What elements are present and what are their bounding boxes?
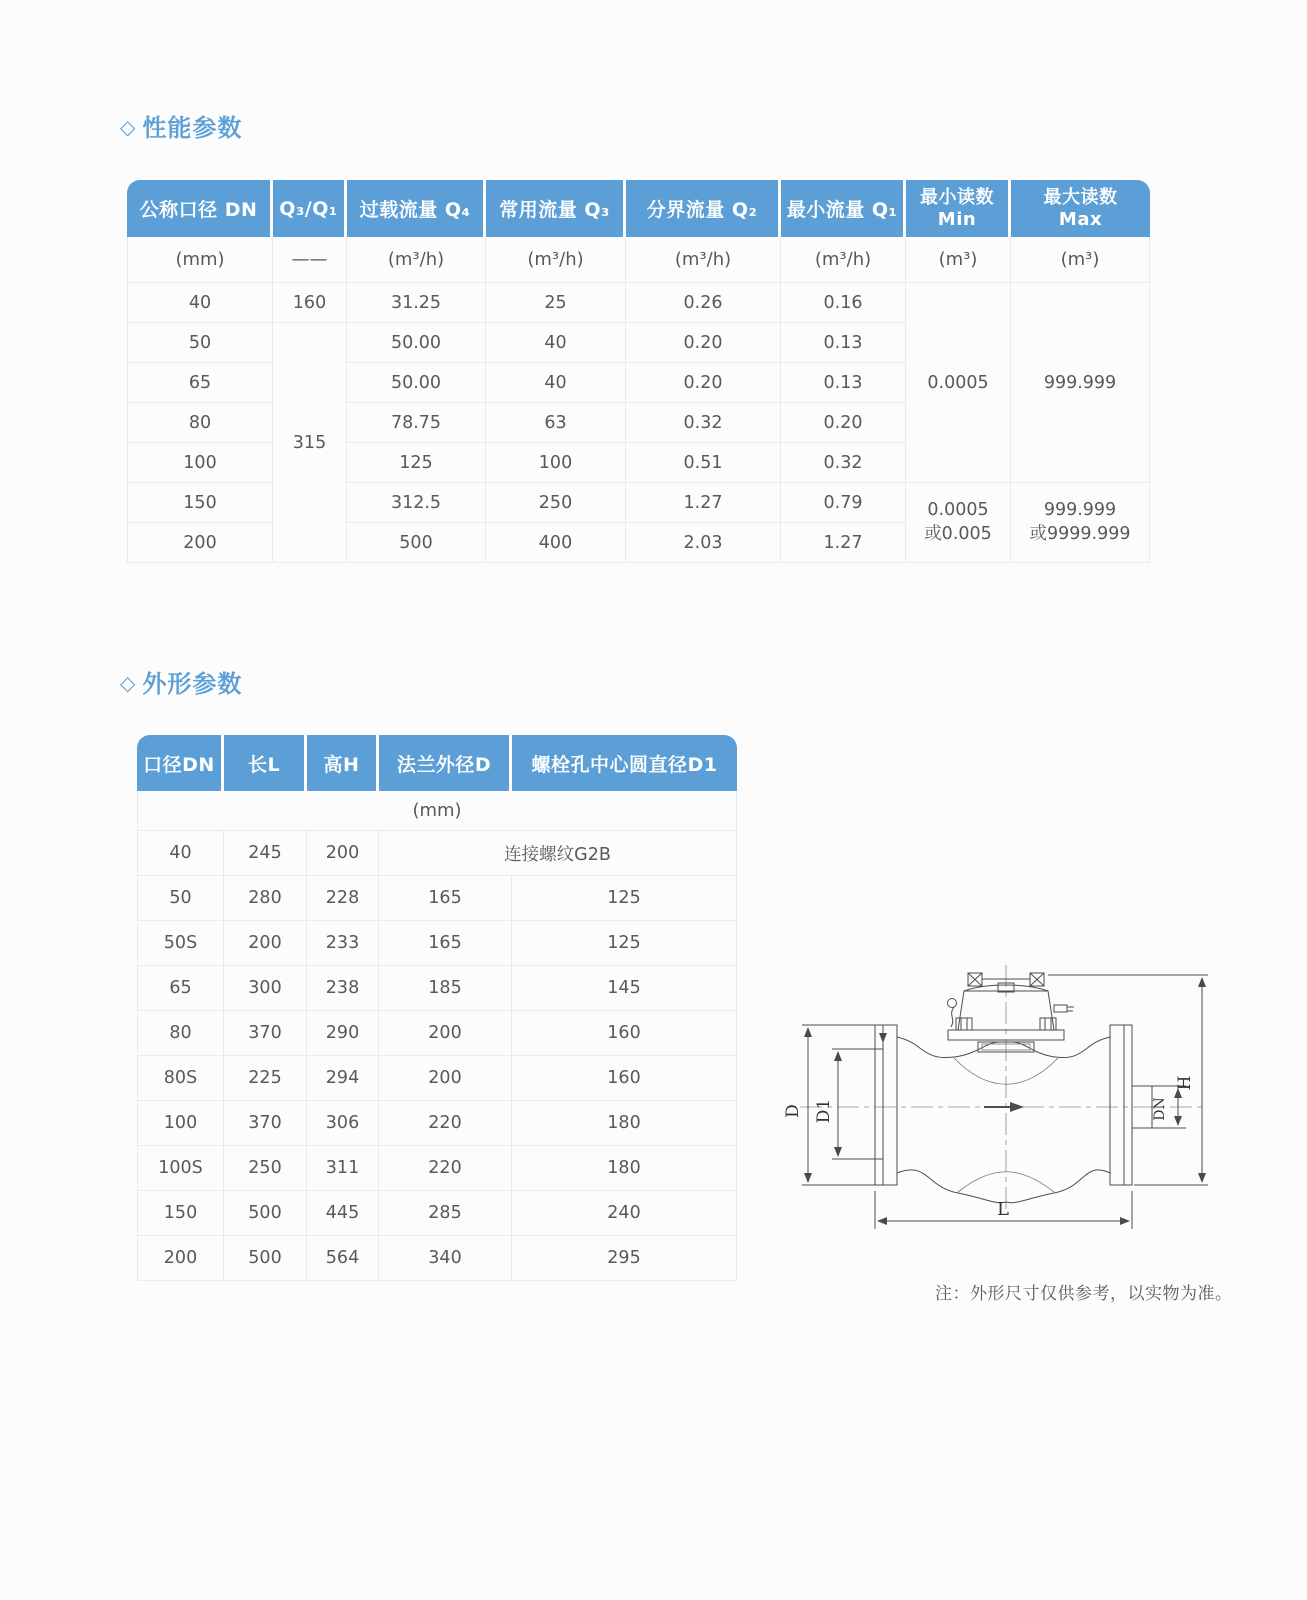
col-header-nominal-diameter: 公称口径 DN <box>127 180 273 237</box>
cell-height: 311 <box>307 1146 379 1191</box>
table-row <box>137 1146 737 1191</box>
drawing-note: 注：外形尺寸仅供参考，以实物为准。 <box>935 1284 1233 1304</box>
cell-q4: 500 <box>347 523 486 563</box>
col-header-common-flow: 常用流量 Q₃ <box>486 180 626 237</box>
cell-dn: 200 <box>127 523 273 563</box>
cell-height: 228 <box>307 876 379 921</box>
unit-cell: —— <box>273 237 347 283</box>
unit-cell: (m³/h) <box>347 237 486 283</box>
cell-flange-od: 200 <box>379 1056 512 1101</box>
cell-min-reading <box>906 483 1011 563</box>
col-header-height: 高H <box>307 735 379 791</box>
cell-length: 280 <box>224 876 307 921</box>
cell-length: 225 <box>224 1056 307 1101</box>
cell-height: 306 <box>307 1101 379 1146</box>
min-reading-line2: Min <box>937 208 977 230</box>
dim-label-D1: D1 <box>814 1098 834 1124</box>
cell-height: 445 <box>307 1191 379 1236</box>
cell-bolt-circle: 180 <box>512 1146 737 1191</box>
table-row <box>137 921 737 966</box>
max-reading-value-line2: 或9999.999 <box>1029 523 1131 544</box>
unit-cell: (m³/h) <box>781 237 906 283</box>
cell-q3: 400 <box>486 523 626 563</box>
performance-table <box>127 180 1150 563</box>
table-row <box>137 876 737 921</box>
cell-bolt-circle: 160 <box>512 1056 737 1101</box>
cell-q3: 100 <box>486 443 626 483</box>
col-header-q3q1-ratio: Q₃/Q₁ <box>273 180 347 237</box>
unit-cell: (mm) <box>127 237 273 283</box>
cell-ratio: 160 <box>273 283 347 323</box>
cell-q2: 0.26 <box>626 283 781 323</box>
cell-q2: 0.20 <box>626 323 781 363</box>
cell-height: 564 <box>307 1236 379 1281</box>
cell-q1: 0.16 <box>781 283 906 323</box>
dimensions-table <box>137 735 737 1281</box>
cell-height: 294 <box>307 1056 379 1101</box>
cell-q3: 25 <box>486 283 626 323</box>
table-row <box>137 1236 737 1281</box>
cell-flange-od: 200 <box>379 1011 512 1056</box>
unit-cell: (m³/h) <box>486 237 626 283</box>
cell-dn: 80 <box>127 403 273 443</box>
table-row <box>137 1011 737 1056</box>
table-row <box>137 1191 737 1236</box>
cell-bolt-circle: 125 <box>512 876 737 921</box>
cell-flange-od: 165 <box>379 876 512 921</box>
section-title-text: 外形参数 <box>142 670 243 698</box>
cell-min-reading: 0.0005 <box>906 283 1011 483</box>
cell-height: 238 <box>307 966 379 1011</box>
max-reading-line2: Max <box>1058 208 1103 230</box>
min-reading-line1: 最小读数 <box>920 187 994 209</box>
cell-q4: 50.00 <box>347 363 486 403</box>
dim-label-L: L <box>997 1199 1009 1220</box>
cell-dn: 65 <box>127 363 273 403</box>
cell-height: 200 <box>307 831 379 876</box>
cell-q3: 40 <box>486 363 626 403</box>
meter-body-bottom <box>897 1170 1110 1203</box>
cell-bolt-circle: 145 <box>512 966 737 1011</box>
cell-flange-od: 220 <box>379 1101 512 1146</box>
unit-cell: (m³) <box>1011 237 1150 283</box>
cell-q1: 0.13 <box>781 363 906 403</box>
units-row <box>137 791 737 831</box>
cell-dn: 100S <box>137 1146 224 1191</box>
table-row <box>137 1101 737 1146</box>
dim-label-H: H <box>1175 1075 1195 1091</box>
unit-cell: (m³) <box>906 237 1011 283</box>
col-header-minimum-flow: 最小流量 Q₁ <box>781 180 906 237</box>
cell-dn: 40 <box>127 283 273 323</box>
min-reading-value-line2: 或0.005 <box>924 523 992 544</box>
col-header-max-reading <box>1011 180 1150 237</box>
unit-cell: (mm) <box>137 791 737 831</box>
cell-flange-od: 185 <box>379 966 512 1011</box>
cell-dn: 50S <box>137 921 224 966</box>
cell-dn: 50 <box>127 323 273 363</box>
cell-bolt-circle: 295 <box>512 1236 737 1281</box>
cell-q1: 0.32 <box>781 443 906 483</box>
cell-bolt-circle: 180 <box>512 1101 737 1146</box>
seal-wire <box>948 999 957 1008</box>
table-row <box>137 831 737 876</box>
cell-dn: 80 <box>137 1011 224 1056</box>
cell-dn: 40 <box>137 831 224 876</box>
cell-length: 500 <box>224 1236 307 1281</box>
right-flange <box>1110 1025 1132 1185</box>
cell-flange-od: 165 <box>379 921 512 966</box>
cell-length: 250 <box>224 1146 307 1191</box>
max-reading-value-line1: 999.999 <box>1043 500 1117 521</box>
cell-ratio: 315 <box>273 323 347 563</box>
cell-height: 233 <box>307 921 379 966</box>
cell-length: 245 <box>224 831 307 876</box>
cell-bolt-circle: 125 <box>512 921 737 966</box>
cell-q1: 1.27 <box>781 523 906 563</box>
diamond-icon: ◇ <box>120 670 137 695</box>
table-row <box>127 283 1150 323</box>
cell-dn: 50 <box>137 876 224 921</box>
table-row <box>137 1056 737 1101</box>
cell-flange-od: 340 <box>379 1236 512 1281</box>
cell-max-reading: 999.999 <box>1011 283 1150 483</box>
cell-q2: 1.27 <box>626 483 781 523</box>
cell-q1: 0.79 <box>781 483 906 523</box>
table-row <box>137 966 737 1011</box>
cell-thread: 连接螺纹G2B <box>379 831 737 876</box>
col-header-length: 长L <box>224 735 307 791</box>
min-reading-value-line1: 0.0005 <box>927 500 989 521</box>
performance-section-title <box>120 108 242 143</box>
cell-max-reading <box>1011 483 1150 563</box>
cell-length: 370 <box>224 1101 307 1146</box>
cell-q3: 63 <box>486 403 626 443</box>
col-header-bolt-circle: 螺栓孔中心圆直径D1 <box>512 735 737 791</box>
cell-length: 300 <box>224 966 307 1011</box>
water-meter-technical-drawing <box>756 845 1256 1265</box>
cell-q2: 0.20 <box>626 363 781 403</box>
max-reading-line1: 最大读数 <box>1043 187 1118 209</box>
cell-q1: 0.20 <box>781 403 906 443</box>
cell-flange-od: 220 <box>379 1146 512 1191</box>
diamond-icon: ◇ <box>120 114 137 139</box>
cell-dn: 200 <box>137 1236 224 1281</box>
cell-dn: 100 <box>127 443 273 483</box>
cell-flange-od: 285 <box>379 1191 512 1236</box>
header-row <box>137 735 737 791</box>
cell-q2: 2.03 <box>626 523 781 563</box>
cell-length: 200 <box>224 921 307 966</box>
cell-q4: 312.5 <box>347 483 486 523</box>
cell-q1: 0.13 <box>781 323 906 363</box>
header-row <box>127 180 1150 237</box>
cell-q4: 78.75 <box>347 403 486 443</box>
cell-length: 370 <box>224 1011 307 1056</box>
cell-q4: 125 <box>347 443 486 483</box>
col-header-flange-od: 法兰外径D <box>379 735 512 791</box>
cell-dn: 100 <box>137 1101 224 1146</box>
cell-q3: 40 <box>486 323 626 363</box>
cell-dn: 150 <box>137 1191 224 1236</box>
cell-dn: 65 <box>137 966 224 1011</box>
dim-label-D: D <box>783 1104 803 1118</box>
col-header-transitional-flow: 分界流量 Q₂ <box>626 180 781 237</box>
unit-cell: (m³/h) <box>626 237 781 283</box>
cell-q3: 250 <box>486 483 626 523</box>
dimensions-section-title <box>120 664 242 699</box>
cell-bolt-circle: 240 <box>512 1191 737 1236</box>
section-title-text: 性能参数 <box>142 114 243 142</box>
col-header-overload-flow: 过载流量 Q₄ <box>347 180 486 237</box>
col-header-diameter: 口径DN <box>137 735 224 791</box>
cell-bolt-circle: 160 <box>512 1011 737 1056</box>
cell-q2: 0.32 <box>626 403 781 443</box>
units-row <box>127 237 1150 283</box>
cell-q4: 31.25 <box>347 283 486 323</box>
cell-q2: 0.51 <box>626 443 781 483</box>
cell-dn: 150 <box>127 483 273 523</box>
cell-q4: 50.00 <box>347 323 486 363</box>
adjust-screw <box>1054 1005 1067 1012</box>
cell-length: 500 <box>224 1191 307 1236</box>
cell-height: 290 <box>307 1011 379 1056</box>
dim-label-DN: DN <box>1152 1097 1168 1121</box>
col-header-min-reading <box>906 180 1011 237</box>
cell-dn: 80S <box>137 1056 224 1101</box>
